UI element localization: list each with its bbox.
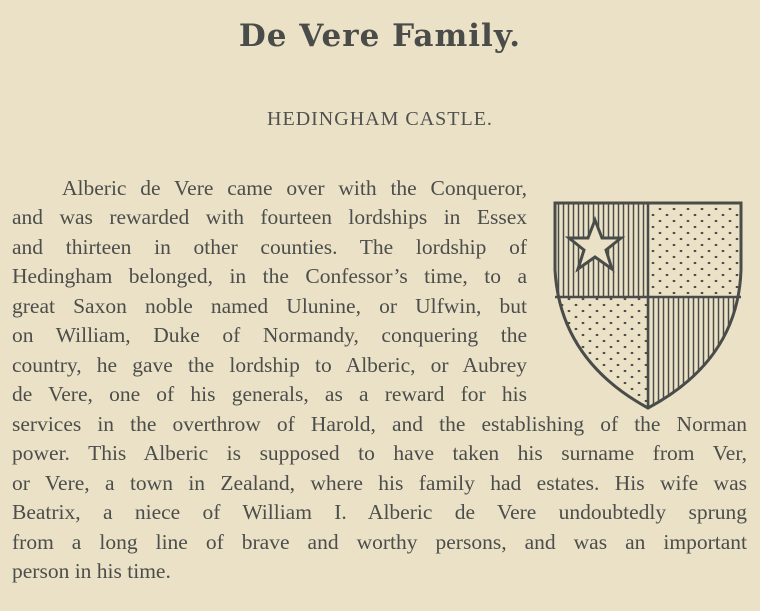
page-title: De Vere Family. <box>238 18 522 54</box>
text-line: person in his time. <box>12 559 171 583</box>
text-line: and thirteen in other counties. The lordship of <box>12 235 527 259</box>
coat-of-arms-shield-icon <box>552 200 744 412</box>
text-line: services in the overthrow of Harold, and the establishing of the Norman <box>12 412 747 436</box>
text-line: Beatrix, a niece of William I. Alberic de Vere undoubtedly sprung <box>12 500 747 524</box>
text-line: power. This Alberic is supposed to have taken his surname from Ver, <box>12 441 747 465</box>
text-line: from a long line of brave and worthy persons, and was an important <box>12 530 747 554</box>
text-line: and was rewarded with fourteen lordships in Essex <box>12 205 527 229</box>
text-line: great Saxon noble named Ulunine, or Ulfwin, but <box>12 294 527 318</box>
text-line: Hedingham belonged, in the Confessor’s time, to a <box>12 264 527 288</box>
text-line: or Vere, a town in Zealand, where his family had estates. His wife was <box>12 471 747 495</box>
text-line: on William, Duke of Normandy, conquering the <box>12 323 527 347</box>
section-heading: HEDINGHAM CASTLE. <box>267 108 493 130</box>
text-line: Alberic de Vere came over with the Conqueror, <box>62 176 527 200</box>
text-line: de Vere, one of his generals, as a reward for his <box>12 382 527 406</box>
text-line: country, he gave the lordship to Alberic, or Aubrey <box>12 353 527 377</box>
